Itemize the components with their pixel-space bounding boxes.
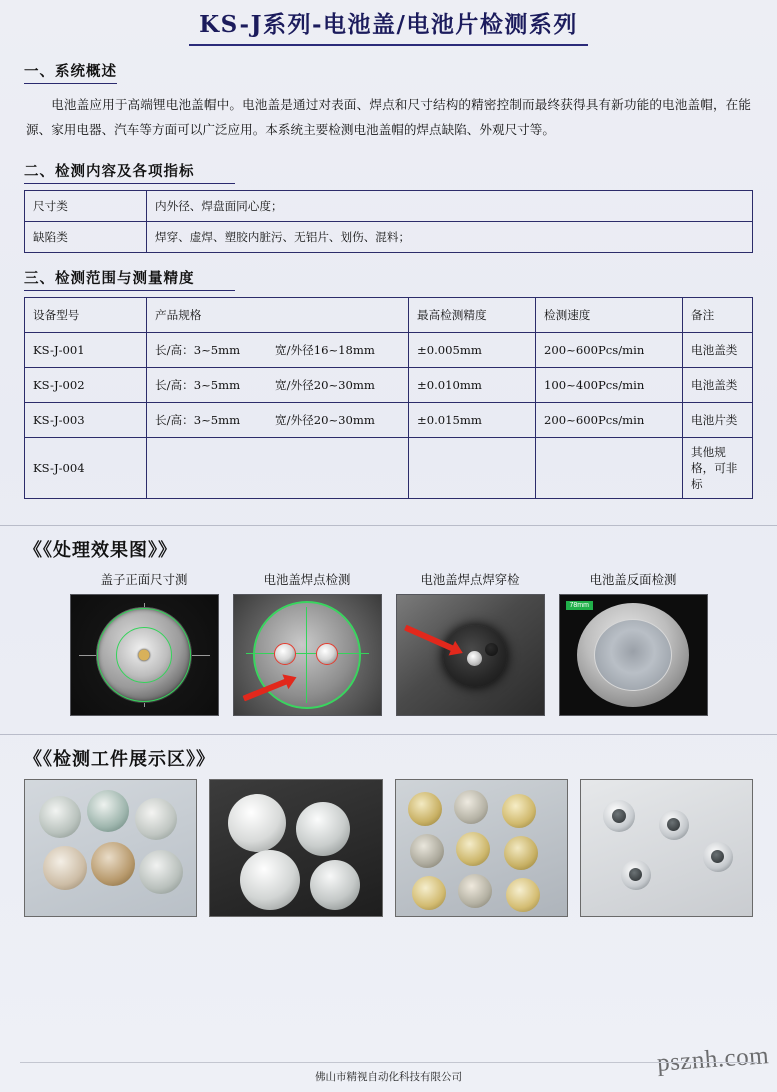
workpieces-heading: 《《检测工件展示区》》 xyxy=(24,749,215,771)
cell-spec-b: 宽/外径20~30mm xyxy=(275,378,375,393)
section-range xyxy=(24,253,753,499)
section-workpieces xyxy=(0,745,777,917)
effects-heading: 《《处理效果图》》 xyxy=(24,540,177,562)
cell-note: 电池片类 xyxy=(683,403,753,438)
cell-precision: ±0.005mm xyxy=(409,333,536,368)
cell-note: 电池盖类 xyxy=(683,333,753,368)
effect-caption: 电池盖焊点焊穿检 xyxy=(420,572,520,588)
col-header-precision: 最高检测精度 xyxy=(409,298,536,333)
workpieces-gallery xyxy=(24,779,753,917)
effect-item xyxy=(559,570,708,716)
content-row-value: 焊穿、虚焊、塑胶内脏污、无铝片、划伤、混料； xyxy=(147,222,753,253)
effect-item xyxy=(233,570,382,716)
watermark: psznh.com xyxy=(656,1042,770,1077)
cell-spec xyxy=(147,403,409,438)
effects-gallery xyxy=(24,570,753,716)
cell-spec-a: 长/高：3~5mm xyxy=(155,378,241,393)
cell-speed xyxy=(536,438,683,499)
cell-model: KS-J-001 xyxy=(25,333,147,368)
effect-item xyxy=(396,570,545,716)
cell-speed: 200~600Pcs/min xyxy=(536,333,683,368)
title-area xyxy=(0,0,777,46)
cell-speed: 200~600Pcs/min xyxy=(536,403,683,438)
overview-paragraph: 电池盖应用于高端锂电池盖帽中。电池盖是通过对表面、焊点和尺寸结构的精密控制而最终获得具有新功能的电池盖帽，在能源、家用电器、汽车等方面可以广泛应用。本系统主要检测电池盖帽的焊点缺陷、外观尺寸等。 xyxy=(26,96,751,138)
cell-model: KS-J-003 xyxy=(25,403,147,438)
cell-model: KS-J-004 xyxy=(25,438,147,499)
col-header-spec: 产品规格 xyxy=(147,298,409,333)
effect-item xyxy=(70,570,219,716)
cell-note: 其他规格，可非标 xyxy=(683,438,753,499)
col-header-note: 备注 xyxy=(683,298,753,333)
cell-precision: ±0.015mm xyxy=(409,403,536,438)
workpiece-photo-1 xyxy=(24,779,197,917)
table-row xyxy=(25,191,753,222)
content-row-key: 尺寸类 xyxy=(25,191,147,222)
weld-spot-detect-image xyxy=(233,594,382,716)
effect-caption: 电池盖反面检测 xyxy=(589,572,677,588)
cell-spec-a: 长/高：3~5mm xyxy=(155,343,241,358)
table-row xyxy=(25,333,753,368)
section-effects xyxy=(0,536,777,716)
range-heading: 三、检测范围与测量精度 xyxy=(24,267,235,291)
cap-back-detect-image xyxy=(559,594,708,716)
section-overview xyxy=(24,46,753,142)
cell-precision: ±0.010mm xyxy=(409,368,536,403)
divider xyxy=(0,525,777,526)
table-header-row xyxy=(25,298,753,333)
page-title: KS-J系列-电池盖/电池片检测系列 xyxy=(189,10,588,46)
table-row xyxy=(25,222,753,253)
content-table xyxy=(24,190,753,253)
effect-caption: 盖子正面尺寸测 xyxy=(100,572,188,588)
divider xyxy=(0,734,777,735)
cell-note: 电池盖类 xyxy=(683,368,753,403)
table-row xyxy=(25,403,753,438)
cell-spec xyxy=(147,368,409,403)
cell-model: KS-J-002 xyxy=(25,368,147,403)
content-row-value: 内外径、焊盘面同心度； xyxy=(147,191,753,222)
workpiece-photo-4 xyxy=(580,779,753,917)
cap-front-dimension-image xyxy=(70,594,219,716)
cell-spec xyxy=(147,333,409,368)
workpiece-photo-2 xyxy=(209,779,382,917)
cell-spec xyxy=(147,438,409,499)
col-header-speed: 检测速度 xyxy=(536,298,683,333)
cell-spec-a: 长/高：3~5mm xyxy=(155,413,241,428)
section-content xyxy=(24,146,753,253)
range-table xyxy=(24,297,753,499)
red-arrow-icon xyxy=(404,625,454,652)
cell-spec-b: 宽/外径20~30mm xyxy=(275,413,375,428)
effect-caption: 电池盖焊点检测 xyxy=(263,572,351,588)
overview-heading: 一、系统概述 xyxy=(24,60,117,84)
content-row-key: 缺陷类 xyxy=(25,222,147,253)
footer-company: 佛山市精视自动化科技有限公司 xyxy=(20,1062,757,1084)
cell-speed: 100~400Pcs/min xyxy=(536,368,683,403)
col-header-model: 设备型号 xyxy=(25,298,147,333)
table-row xyxy=(25,438,753,499)
content-heading: 二、检测内容及各项指标 xyxy=(24,160,235,184)
overlay-measure-tag: 78mm xyxy=(566,601,593,610)
weld-burn-through-image xyxy=(396,594,545,716)
cell-precision xyxy=(409,438,536,499)
workpiece-photo-3 xyxy=(395,779,568,917)
cell-spec-b: 宽/外径16~18mm xyxy=(275,343,375,358)
table-row xyxy=(25,368,753,403)
